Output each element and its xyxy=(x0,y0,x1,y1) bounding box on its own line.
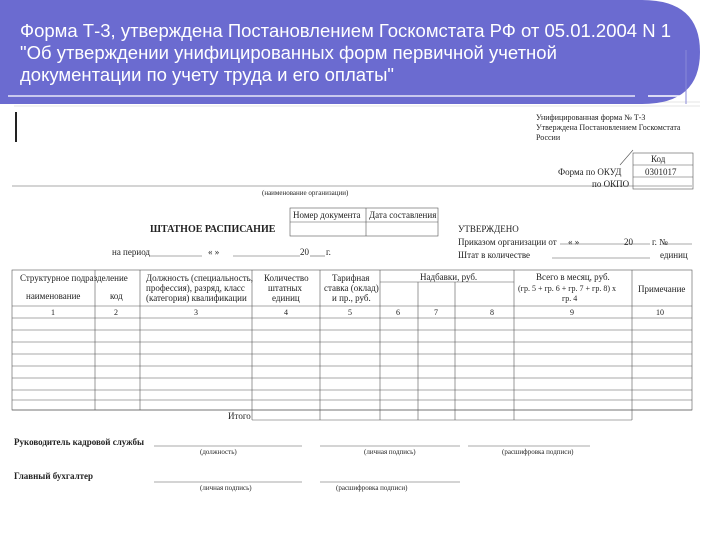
approval-line-3: России xyxy=(536,133,561,142)
header-position-3: (категория) квалификации xyxy=(146,293,247,303)
header-rate-2: ставка (оклад) xyxy=(324,283,379,293)
slide-title-line-3: документации по учету труда и его оплаты" xyxy=(20,64,394,85)
period-year-suffix: г. xyxy=(326,247,331,257)
accountant-label: Главный бухгалтер xyxy=(14,471,94,481)
slide-title-line-2: "Об утверждении унифицированных форм первичной учетной xyxy=(20,42,557,63)
accountant-caption-signature: (личная подпись) xyxy=(200,484,252,492)
header-unit-name: наименование xyxy=(26,291,81,301)
header-position-2: профессия), разряд, класс xyxy=(146,283,245,293)
col-number-3: 3 xyxy=(194,308,198,317)
approved-label: УТВЕРЖДЕНО xyxy=(458,224,519,234)
header-total-sub-2: гр. 4 xyxy=(562,294,578,303)
period-label: на период xyxy=(112,247,151,257)
period-year: 20 xyxy=(300,247,309,257)
okud-label: Форма по ОКУД xyxy=(558,167,622,177)
hr-caption-decoding: (расшифровка подписи) xyxy=(502,448,574,456)
header-count-1: Количество xyxy=(264,273,309,283)
header-count-2: штатных xyxy=(268,283,303,293)
approval-line-1: Унифицированная форма № Т-3 xyxy=(536,113,646,122)
header-bonus: Надбавки, руб. xyxy=(420,272,478,282)
header-total: Всего в месяц, руб. xyxy=(536,272,610,282)
hr-caption-signature: (личная подпись) xyxy=(364,448,416,456)
col-number-1: 1 xyxy=(51,308,55,317)
form-title: ШТАТНОЕ РАСПИСАНИЕ xyxy=(150,224,276,235)
staff-unit: единиц xyxy=(660,250,688,260)
staff-label: Штат в количестве xyxy=(458,250,531,260)
okud-value: 0301017 xyxy=(645,167,677,177)
col-number-9: 9 xyxy=(570,308,574,317)
header-total-sub-1: (гр. 5 + гр. 6 + гр. 7 + гр. 8) х xyxy=(518,284,616,293)
col-number-6: 6 xyxy=(396,308,400,317)
total-label: Итого xyxy=(228,411,251,421)
col-number-8: 8 xyxy=(490,308,494,317)
accountant-caption-decoding: (расшифровка подписи) xyxy=(336,484,408,492)
col-number-5: 5 xyxy=(348,308,352,317)
order-label: Приказом организации от xyxy=(458,237,557,247)
header-note: Примечание xyxy=(638,284,686,294)
doc-number-label: Номер документа xyxy=(293,210,361,220)
slide-title-line-1: Форма Т-3, утверждена Постановлением Госкомстата РФ от 05.01.2004 N 1 xyxy=(20,20,671,41)
header-rate-3: и пр., руб. xyxy=(332,293,371,303)
hr-head-label: Руководитель кадровой службы xyxy=(14,437,145,447)
col-number-10: 10 xyxy=(656,308,664,317)
order-year: 20 xyxy=(624,237,633,247)
hr-caption-position: (должность) xyxy=(200,448,237,456)
okpo-label: по ОКПО xyxy=(592,179,630,189)
header-position-1: Должность (специальность, xyxy=(146,273,253,283)
doc-date-label: Дата составления xyxy=(369,210,437,220)
period-quote: « » xyxy=(208,247,220,257)
header-unit-code: код xyxy=(110,291,123,301)
code-header: Код xyxy=(651,154,666,164)
header-rate-1: Тарифная xyxy=(332,273,370,283)
header-unit: Структурное подразделение xyxy=(20,273,128,283)
col-number-7: 7 xyxy=(434,308,438,317)
order-quote: « » xyxy=(568,237,580,247)
approval-line-2: Утверждена Постановлением Госкомстата xyxy=(536,123,681,132)
col-number-4: 4 xyxy=(284,308,288,317)
col-number-2: 2 xyxy=(114,308,118,317)
org-caption: (наименование организации) xyxy=(262,189,349,197)
header-count-3: единиц xyxy=(272,293,300,303)
order-number: г. № xyxy=(652,237,668,247)
